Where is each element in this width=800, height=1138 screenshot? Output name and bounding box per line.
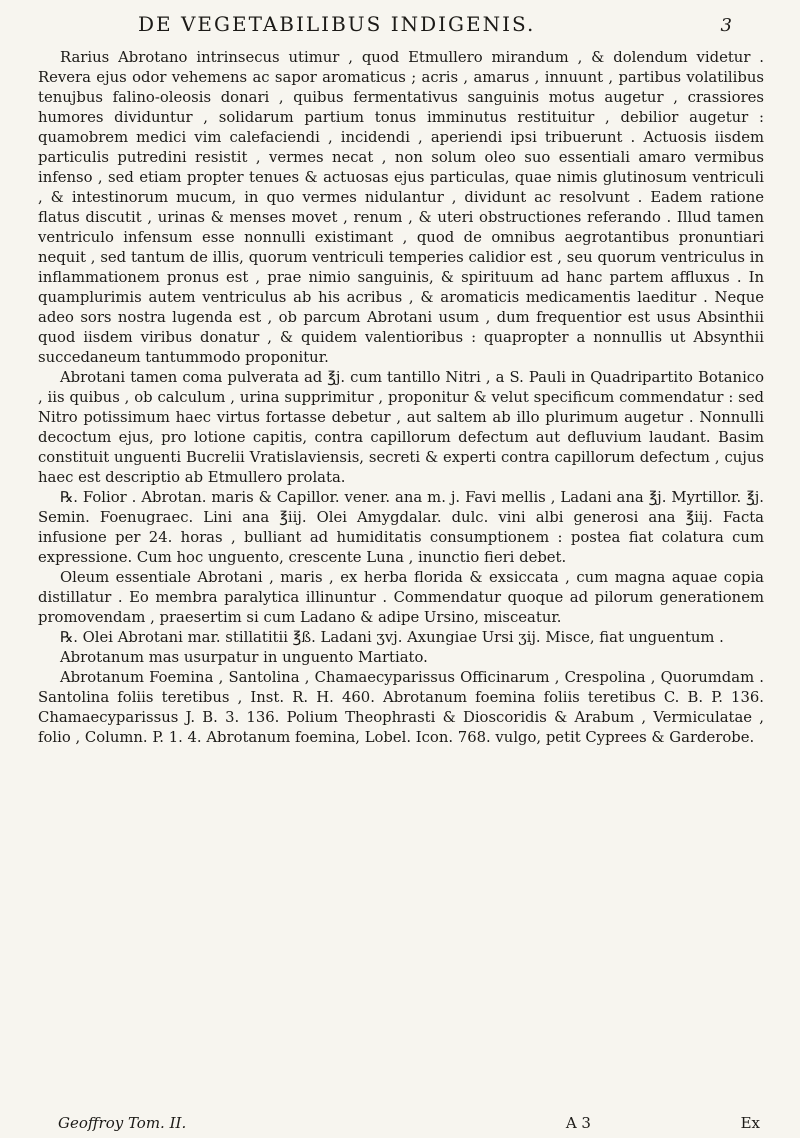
catchword: Ex: [740, 1114, 760, 1132]
running-title: DE VEGETABILIBUS INDIGENIS.: [138, 12, 536, 36]
paragraph-abrotanum-foemina: Abrotanum Foemina , Santolina , Chamaecyparissus Officinarum , Crespolina , Quorumdam . Santolina foliis teretibus , Inst. R. H. 460. Abrotanum foemina foliis teretibus C. B. P. 136. Chamaecyparissus J. B. 3. 136. Polium Theophrasti & Dioscoridis & Arabum , Vermiculatae , folio , Column. P. 1. 4. Abrotanum foemina, Lobel. Icon. 768. vulgo, petit Cyprees & Garderobe.: [38, 669, 764, 746]
paragraph-abrotani-coma: Abrotani tamen coma pulverata ad ℥j. cum tantillo Nitri , a S. Pauli in Quadripartito Botanico , iis quibus , ob calculum , urina supprimitur , proponitur & velut specificum commendatur : sed Nitro potissimum haec virtus fortasse debetur , aut saltem ab illo plurimum augetur . Nonnulli decoctum ejus, pro lotione capitis, contra capillorum defectum aut defluvium laudant. Basim constituit unguenti Bucrelii Vratislaviensis, secreti & experti contra capillorum defectum , cujus haec est descriptio ab Etmullero prolata.: [38, 369, 764, 486]
page-number: 3: [720, 15, 734, 36]
paragraph-recipe-unguentum: ℞. Folior . Abrotan. maris & Capillor. vener. ana m. j. Favi mellis , Ladani ana ℥j. Myrtillor. ℥j. Semin. Foenugraec. Lini ana ℥iij. Olei Amygdalar. dulc. vini albi generosi ana ℥iij. Facta infusione per 24. horas , bulliant ad humiditatis consumptionem : postea fiat colatura cum expressione. Cum hoc unguento, crescente Luna , inunctio fieri debet.: [38, 489, 764, 566]
paragraph-oleum-essentiale: Oleum essentiale Abrotani , maris , ex herba florida & exsiccata , cum magna aquae copia distillatur . Eo membra paralytica illinuntur . Commendatur quoque ad pilorum generationem promovendam , praesertim si cum Ladano & adipe Ursino, misceatur.: [38, 569, 764, 626]
paragraph-martiato: Abrotanum mas usurpatur in unguento Martiato.: [60, 649, 428, 666]
paragraph-abrotanum-virtues: Rarius Abrotano intrinsecus utimur , quod Etmullero mirandum , & dolendum videtur . Revera ejus odor vehemens ac sapor aromaticus ; acris , amarus , innuunt , partibus volatilibus tenujbus falino-oleosis donari , quibus fermentativus sanguinis motus augetur , crassiores humores dividuntur , solidarum partium tonus imminutus restituitur , debilior augetur : quamobrem medici vim calefaciendi , incidendi , aperiendi ipsi tribuerunt . Actuosis iisdem particulis putredini resistit , vermes necat , non solum oleo suo essentiali amaro vermibus infenso , sed etiam propter tenues & actuosas ejus particulas, quae nimis glutinosum ventriculi , & intestinorum mucum, in quo vermes nidulantur , dividunt ac resolvunt . Eadem ratione flatus discutit , urinas & menses movet , renum , & uteri obstructiones referando . Illud tamen ventriculo infensum esse nonnulli existimant , quod de omnibus aegrotantibus pronuntiari nequit , sed tantum de illis, quorum ventriculi temperies calidior est , seu quorum ventriculus in inflammationem pronus est , prae nimio sanguinis, & spirituum ad hanc partem affluxus . In quamplurimis autem ventriculus ab his acribus , & aromaticis medicamentis laeditur . Neque adeo sors nostra lugenda est , ob parcum Abrotani usum , dum frequentior est usus Absinthii quod iisdem viribus donatur , & quidem valentioribus : quapropter a nonnullis ut Absynthii succedaneum tantummodo proponitur.: [38, 49, 764, 366]
running-head: [138, 12, 764, 36]
signature-author: Geoffroy Tom. II.: [58, 1114, 187, 1132]
paragraph-recipe-olei: ℞. Olei Abrotani mar. stillatitii ℥ß. Ladani ʒvj. Axungiae Ursi ʒij. Misce, fiat unguentum .: [60, 629, 724, 646]
signature-mark: A 3: [565, 1114, 591, 1132]
signature-line: [58, 1114, 764, 1132]
text-body: [38, 48, 764, 748]
